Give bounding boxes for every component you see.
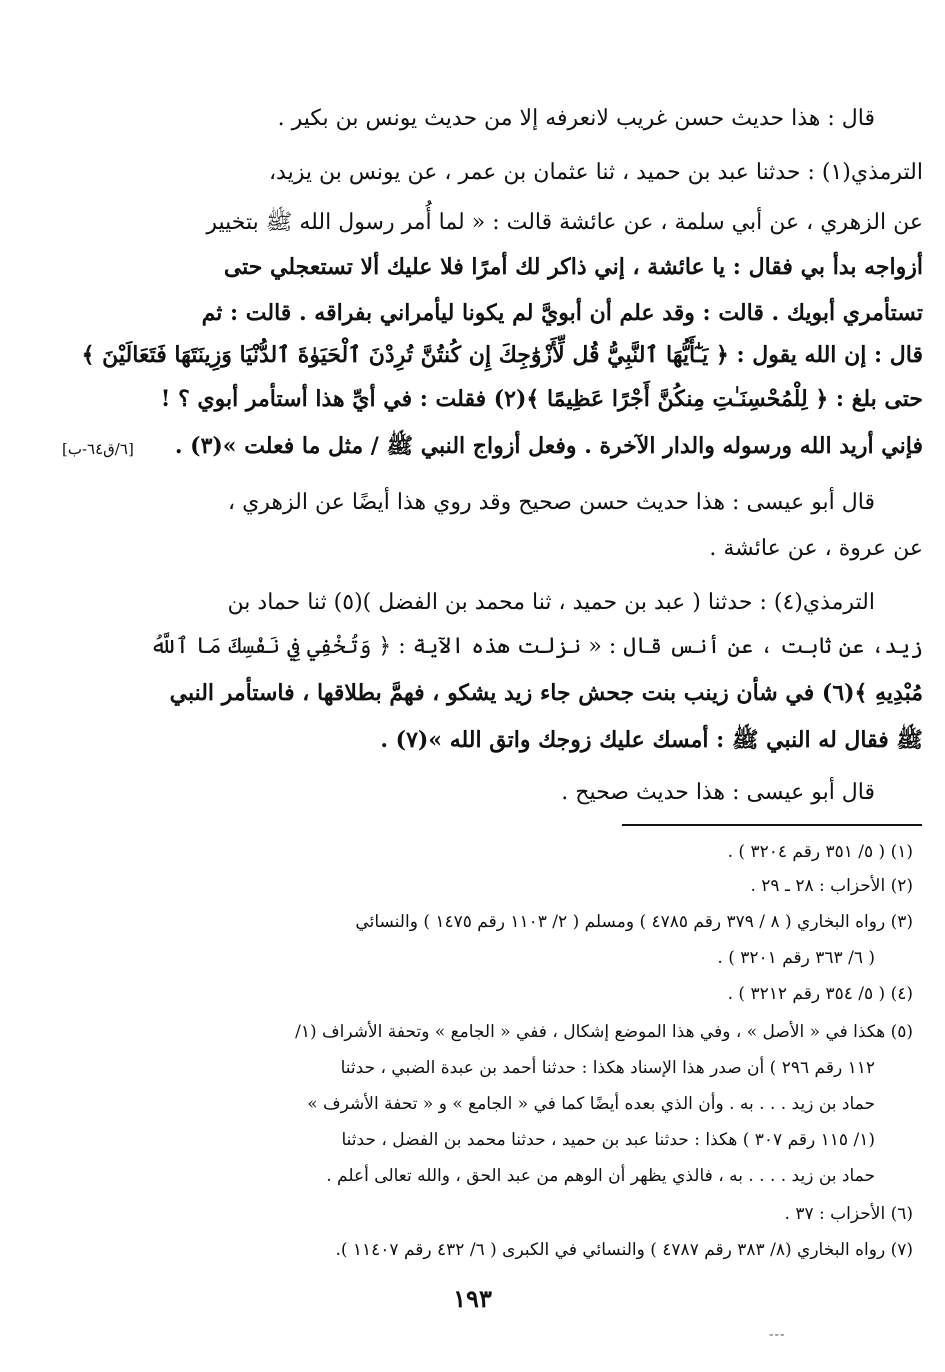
text-line: حتى بلغ : ﴿ لِلْمُحْسِنَـٰتِ مِنكُنَّ أَجْرًا عَظِيمًا ﴾(٢) فقلت : في أيِّ هذا أستأمر أبوي ؟ ! — [160, 386, 923, 412]
text-line: مُبْدِيهِ ﴾(٦) في شأن زينب بنت جحش جاء زيد يشكو ، فهمَّ بطلاقها ، فاستأمر النبي — [169, 680, 923, 706]
text-line: عن الزهري ، عن أبي سلمة ، عن عائشة قالت : « لما أُمر رسول الله ﷺ بتخيير — [206, 210, 923, 235]
text-line: قال : هذا حديث حسن غريب لانعرفه إلا من حديث يونس بن بكير . — [277, 106, 875, 131]
manuscript-folio-marker: [٦/ق٦٤-ب] — [62, 440, 134, 458]
scan-smudge: ⁃⁃⁃ — [768, 1329, 785, 1342]
footnote-rule — [622, 824, 922, 826]
text-line: تستأمري أبويك . قالت : وقد علم أن أبويَّ لم يكونا ليأمراني بفراقه . قالت : ثم — [201, 300, 923, 326]
text-line: أزواجه بدأ بي فقال : يا عائشة ، إني ذاكر لك أمرًا فلا عليك ألا تستعجلي حتى — [223, 254, 923, 280]
footnote-line: (١/ ١١٥ رقم ٣٠٧ ) هكذا : حدثنا عبد بن حميد ، حدثنا محمد بن الفضل ، حدثنا — [341, 1130, 875, 1150]
text-line: الترمذي(١) : حدثنا عبد بن حميد ، ثنا عثمان بن عمر ، عن يونس بن يزيد، — [268, 160, 923, 185]
footnote-line: (٥) هكذا في « الأصل » ، وفي هذا الموضع إشكال ، ففي « الجامع » وتحفة الأشراف (١/ — [295, 1022, 913, 1042]
footnote-line: (٤) ( ٥/ ٣٥٤ رقم ٣٢١٢ ) . — [727, 984, 913, 1004]
text-line: الترمذي(٤) : حدثنا ( عبد بن حميد ، ثنا محمد بن الفضل )(٥) ثنا حماد بن — [227, 590, 875, 615]
text-line: فإني أريد الله ورسوله والدار الآخرة . وفعل أزواج النبي ﷺ / مثل ما فعلت »(٣) . — [174, 433, 923, 459]
text-line: عن عروة ، عن عائشة . — [709, 536, 923, 561]
footnote-line: (٢) الأحزاب : ٢٨ ـ ٢٩ . — [750, 876, 913, 896]
text-line: زيد، عن ثابت ، عن أنس قال : « نزلت هذه الآية : ﴿ وَتُخْفِي فِي نَفْسِكَ مَا ٱللَّهُ — [150, 634, 923, 659]
text-line: ﷺ فقال له النبي ﷺ : أمسك عليك زوجك واتق الله »(٧) . — [380, 727, 923, 753]
footnote-line: ١١٢ رقم ٢٩٦ ) أن صدر هذا الإسناد هكذا : حدثنا أحمد بن عبدة الضبي ، حدثنا — [340, 1058, 875, 1078]
page-number: ١٩٣ — [453, 1284, 492, 1313]
footnote-line: حماد بن زيد . . . . به ، فالذي يظهر أن الوهم من عبد الحق ، والله تعالى أعلم . — [326, 1166, 875, 1186]
footnote-line: حماد بن زيد . . . به . وأن الذي بعده أيضًا كما في « الجامع » و « تحفة الأشرف » — [307, 1094, 875, 1114]
footnote-line: (٧) رواه البخاري (٨/ ٣٨٣ رقم ٤٧٨٧ ) والنسائي في الكبرى ( ٦/ ٤٣٢ رقم ١١٤٠٧ ). — [335, 1240, 913, 1260]
text-line: قال أبو عيسى : هذا حديث حسن صحيح وقد روي هذا أيضًا عن الزهري ، — [227, 490, 875, 515]
footnote-line: (١) ( ٥/ ٣٥١ رقم ٣٢٠٤ ) . — [727, 842, 913, 862]
footnote-line: (٣) رواه البخاري ( ٨ / ٣٧٩ رقم ٤٧٨٥ ) ومسلم ( ٢/ ١١٠٣ رقم ١٤٧٥ ) والنسائي — [355, 912, 913, 932]
footnote-line: (٦) الأحزاب : ٣٧ . — [784, 1204, 913, 1224]
text-line: قال أبو عيسى : هذا حديث صحيح . — [561, 780, 875, 805]
footnote-line: ( ٦/ ٣٦٣ رقم ٣٢٠١ ) . — [717, 948, 875, 968]
quran-verse-line: قال : إن الله يقول : ﴿ يَـٰٓأَيُّهَا ٱلنَّبِيُّ قُل لِّأَزْوَٰجِكَ إِن كُنتُنَّ تُرِدْنَ ٱلْحَيَوٰةَ ٱلدُّنْيَا وَزِينَتَهَا فَتَعَالَيْنَ ﴾ — [81, 342, 923, 368]
